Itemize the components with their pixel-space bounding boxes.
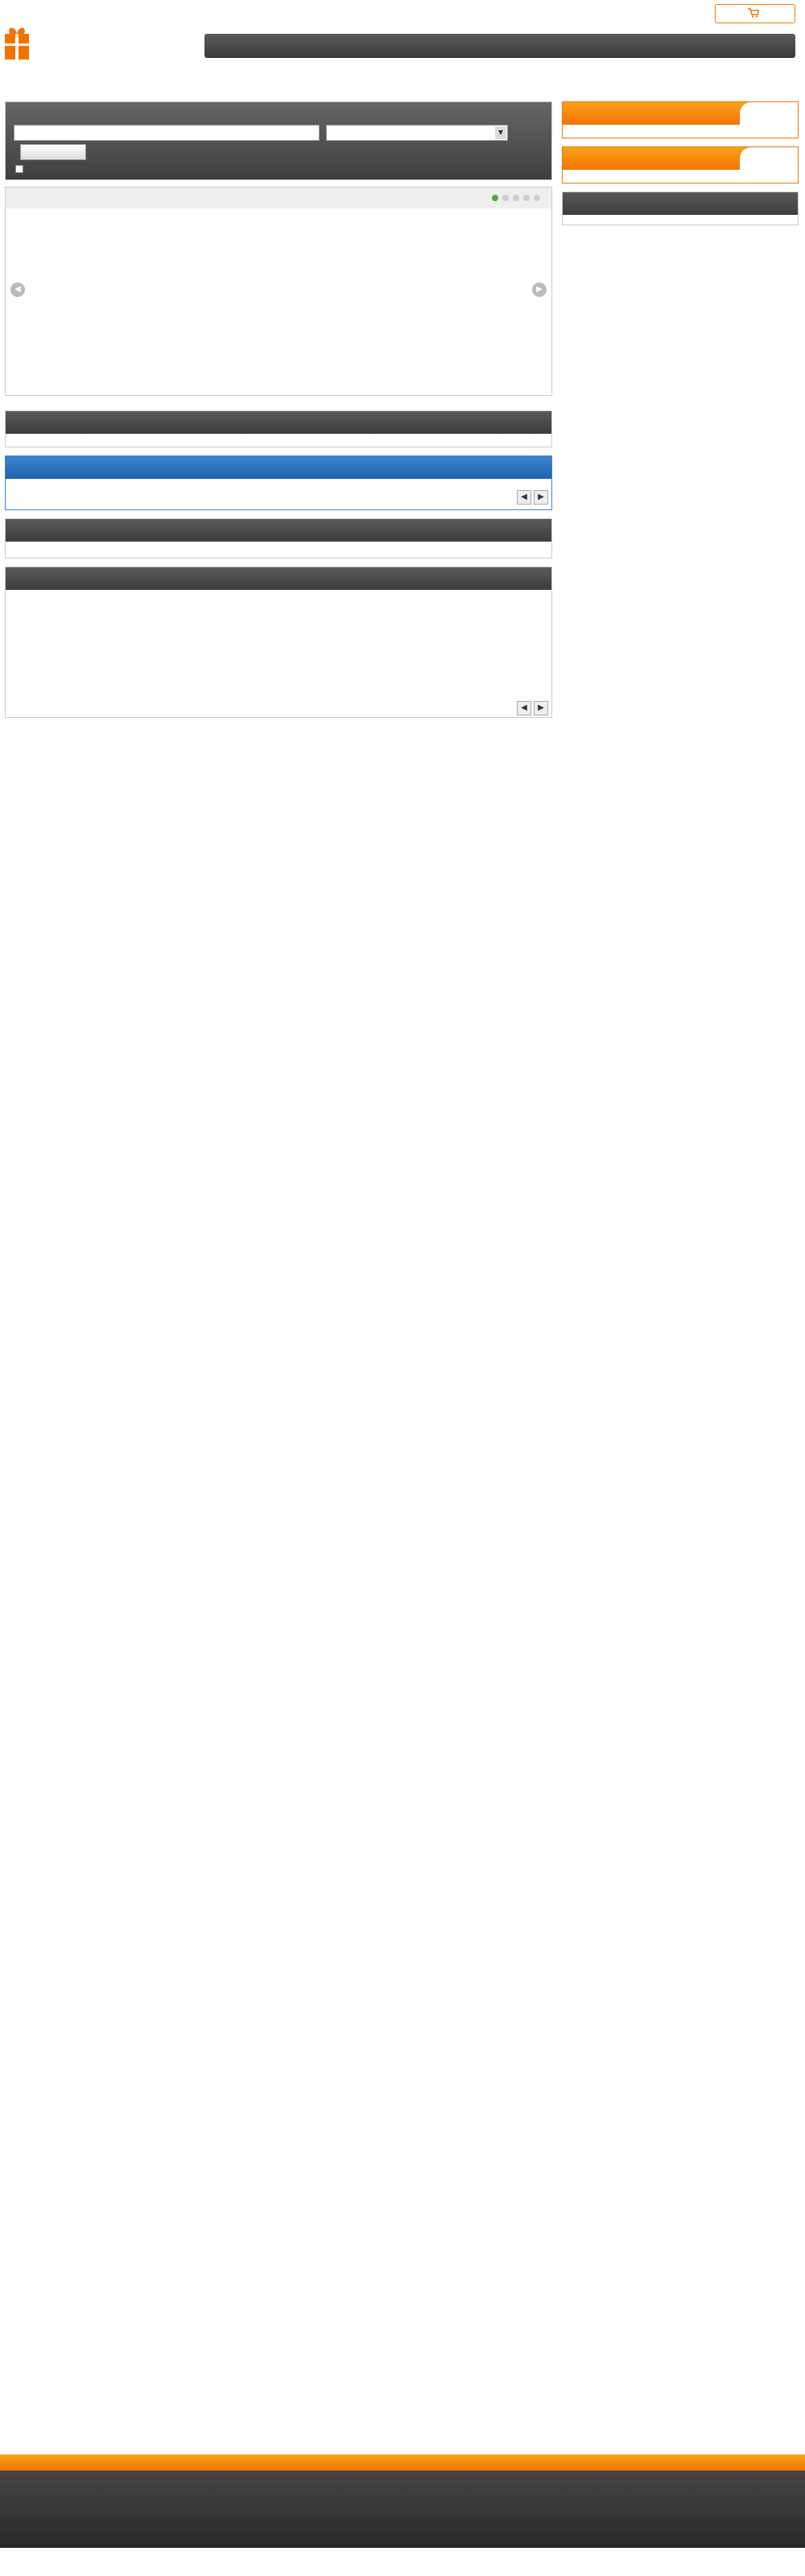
header [0,0,805,77]
detail-panel [5,518,552,558]
sidebar [562,101,799,233]
top10-badge [740,102,798,125]
checkbox-icon [15,165,23,173]
carousel-prev-button[interactable]: ◀ [10,282,25,297]
promoted-prev-button[interactable]: ◀ [517,490,531,505]
carousel-next-button[interactable]: ▶ [532,282,547,297]
promoted-next-button[interactable]: ▶ [534,490,548,505]
info-title [563,192,798,215]
info-panel [562,192,799,225]
carousel-dot[interactable] [492,195,498,201]
search-button[interactable] [20,144,86,160]
search-category-select[interactable] [326,125,508,141]
related-title [6,567,551,590]
best-sellers-title [6,188,551,208]
cart-button[interactable] [715,4,795,23]
search-descriptions-checkbox[interactable] [15,165,27,173]
footer [0,2454,805,2548]
promoted-title [6,456,551,479]
main-nav [204,34,795,58]
search-input[interactable] [14,125,320,141]
chevron-down-icon: ▼ [495,126,506,139]
searches-panel [562,146,799,183]
main-column [5,101,552,726]
top10-badge [740,147,798,170]
related-panel [5,567,552,718]
carousel-dot[interactable] [534,195,540,201]
detail-title [6,519,551,542]
carousel-dot[interactable] [523,195,530,201]
carousel-dots [492,195,540,201]
search-box [5,101,552,180]
carousel-dot[interactable] [502,195,509,201]
related-prev-button[interactable]: ◀ [517,701,531,715]
cart-icon [748,8,759,20]
overview-title [6,411,551,434]
brands-panel [562,101,799,138]
allegro-logo[interactable] [5,21,192,68]
related-next-button[interactable]: ▶ [534,701,548,715]
best-sellers-panel [5,187,552,396]
overview-panel [5,410,552,447]
carousel-dot[interactable] [513,195,519,201]
promoted-panel [5,455,552,510]
